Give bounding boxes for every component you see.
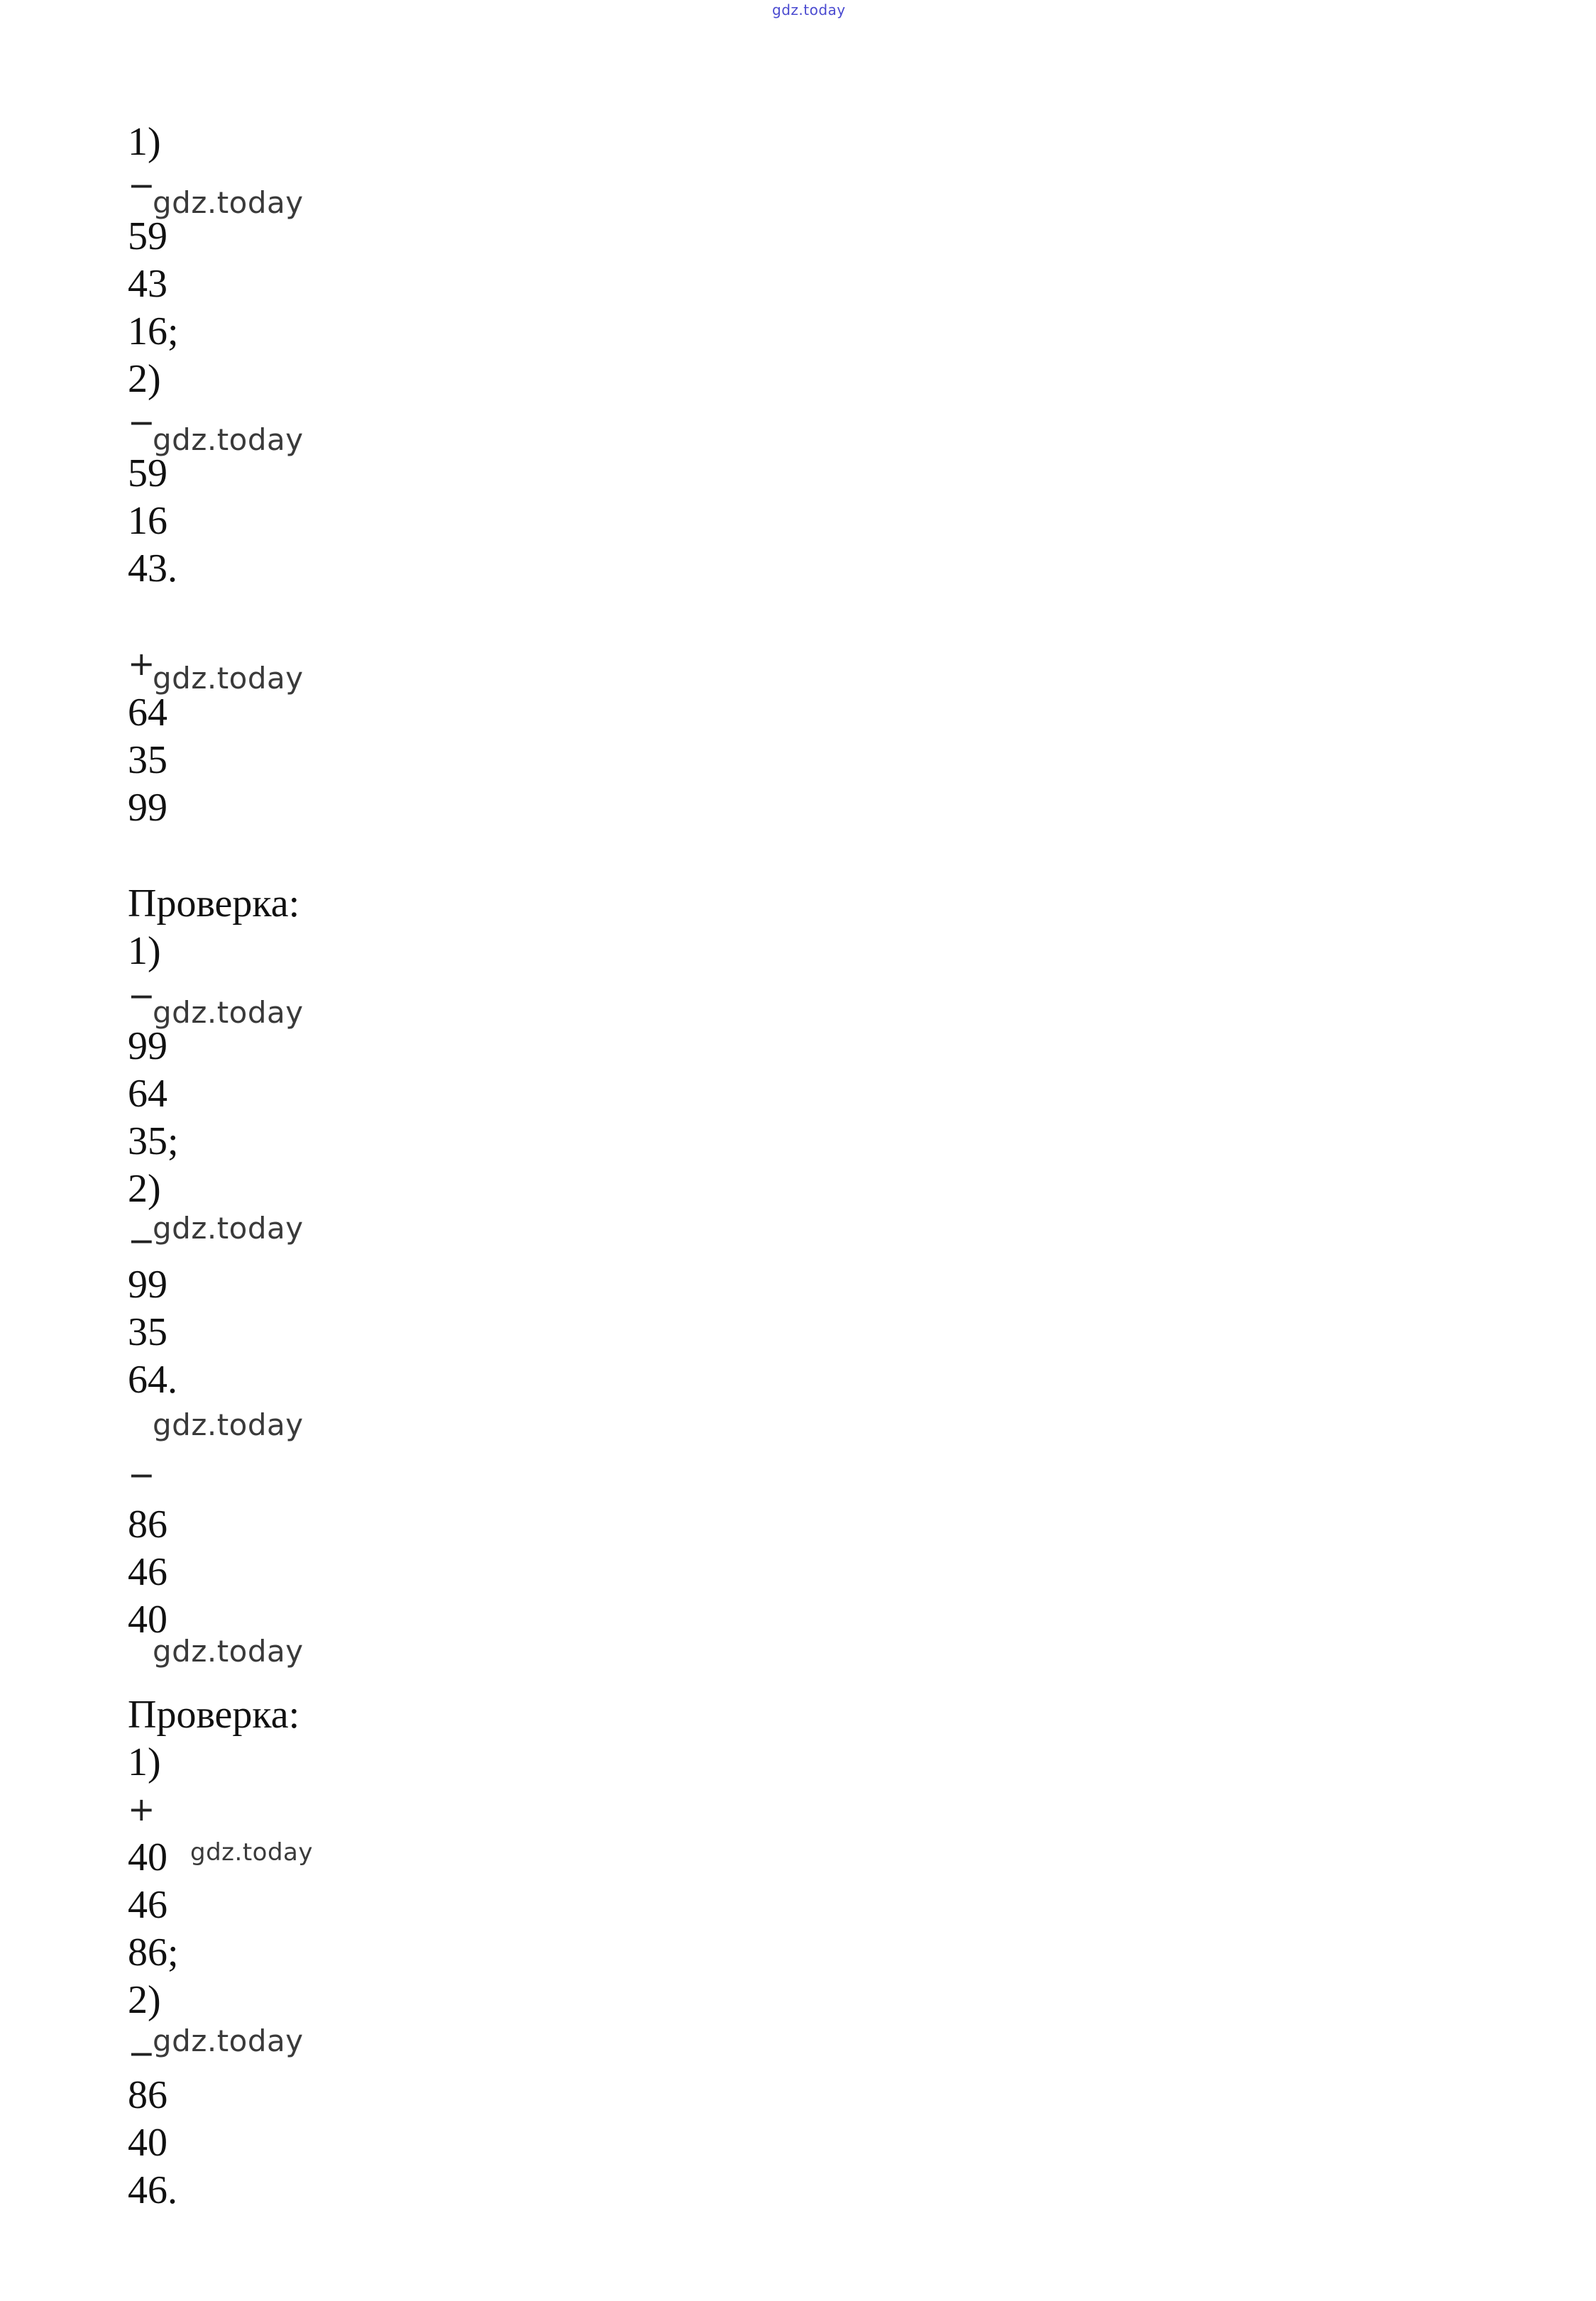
- item-number: 2): [128, 1978, 161, 2022]
- minuend: 99: [128, 1024, 167, 1068]
- watermark: gdz.today: [153, 995, 304, 1030]
- minus-sign: −: [128, 166, 155, 204]
- check-heading: Проверка:: [128, 1693, 300, 1737]
- minuend: 59: [128, 451, 167, 495]
- watermark: gdz.today: [153, 1211, 304, 1246]
- watermark: gdz.today: [153, 2023, 304, 2058]
- check-heading: Проверка:: [128, 882, 300, 926]
- item-number: 1): [128, 929, 161, 973]
- difference: 40: [128, 1598, 167, 1642]
- watermark: gdz.today: [153, 422, 304, 457]
- difference: 35;: [128, 1119, 179, 1163]
- item-number: 2): [128, 357, 161, 401]
- watermark: gdz.today: [153, 185, 304, 220]
- sum: 99: [128, 786, 167, 830]
- item-number: 1): [128, 120, 161, 164]
- subtrahend: 64: [128, 1072, 167, 1116]
- watermark: gdz.today: [190, 1838, 313, 1867]
- minuend: 59: [128, 214, 167, 258]
- difference: 16;: [128, 309, 179, 353]
- minus-sign: −: [128, 1456, 155, 1494]
- subtrahend: 46: [128, 1550, 167, 1594]
- watermark: gdz.today: [153, 1407, 304, 1442]
- header-watermark: gdz.today: [772, 1, 846, 18]
- subtrahend: 40: [128, 2121, 167, 2165]
- plus-sign: +: [128, 644, 155, 683]
- subtrahend: 35: [128, 1310, 167, 1354]
- difference: 64.: [128, 1358, 177, 1402]
- minuend: 99: [128, 1263, 167, 1307]
- watermark: gdz.today: [153, 1634, 304, 1669]
- minus-sign: −: [128, 403, 155, 441]
- addend: 35: [128, 738, 167, 782]
- addend: 64: [128, 691, 167, 735]
- minuend: 86: [128, 1503, 167, 1547]
- item-number: 1): [128, 1740, 161, 1784]
- watermark: gdz.today: [153, 661, 304, 696]
- minus-sign: −: [128, 977, 155, 1015]
- minuend: 86: [128, 2073, 167, 2117]
- subtrahend: 16: [128, 499, 167, 543]
- item-number: 2): [128, 1167, 161, 1211]
- difference: 43.: [128, 547, 177, 591]
- plus-sign: +: [128, 1790, 155, 1828]
- minus-sign: −: [128, 2034, 155, 2072]
- sum: 86;: [128, 1931, 179, 1975]
- minus-sign: −: [128, 1221, 155, 1260]
- addend: 46: [128, 1883, 167, 1927]
- difference: 46.: [128, 2168, 177, 2212]
- subtrahend: 43: [128, 262, 167, 306]
- addend: 40: [128, 1835, 167, 1879]
